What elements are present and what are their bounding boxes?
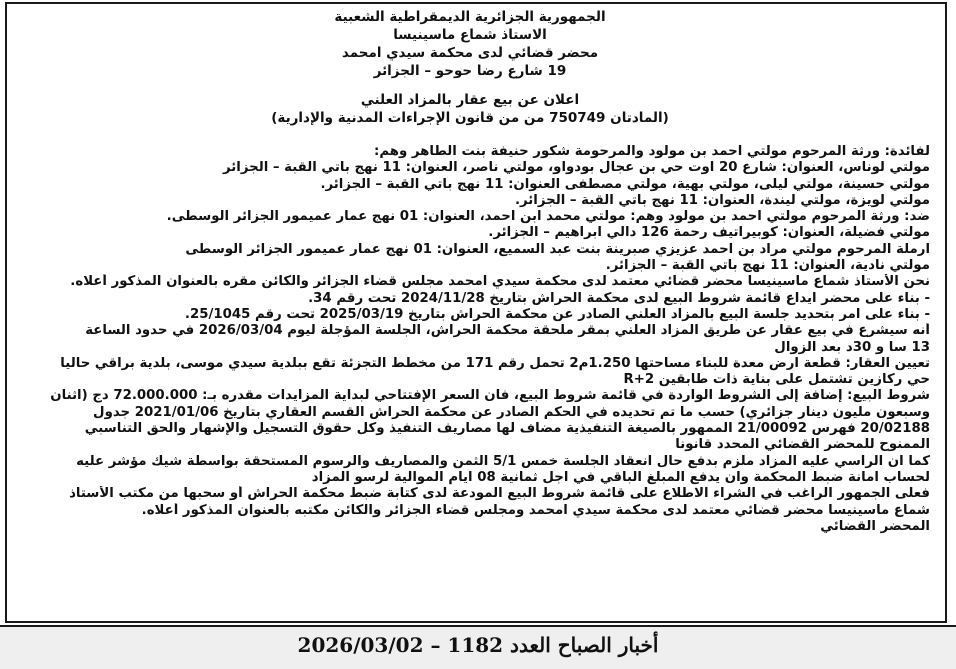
body-line: - بناء على امر بتحديد جلسة البيع بالمزاد العلني الصادر عن محكمة الحراش بتاريخ 2025/03/19 تحت رقم 25/1045. [184,306,930,322]
republic-line: الجمهورية الجزائرية الديمقراطية الشعبية [334,9,606,25]
body-line: ارملة المرحوم مولتي مراد بن احمد عزيزي صبرينة بنت عبد السميع، العنوان: 01 نهج عمار عميمور الجزائر الوسطى [185,241,930,257]
body-line: مولتي لوناس، العنوان: شارع 20 اوت حي بن عجال بودواو، مولتي ناصر، العنوان: 11 نهج باتي القبة – الجزائر [223,160,930,176]
footer-issue-text: أخبار الصباح العدد 1182 – 2026/03/02 [297,633,659,657]
body-line: 13 سا و 30د بعد الزوال [774,339,930,355]
body-line: لحساب امانة ضبط المحكمة وان يدفع المبلغ الباقي في اجل ثمانية 08 ايام الموالية لرسو المزاد [311,469,930,485]
signature-line: المحضر القضائي [820,518,930,534]
body-line: لفائدة: ورثة المرحوم مولتي احمد بن مولود والمرحومة شكور حنيفة بنت الطاهر وهم: [374,144,930,159]
notice-articles: (المادتان 750749 من من قانون الإجراءات المدنية والإدارية) [271,110,669,126]
bailiff-office: محضر قضائي لدى محكمة سيدي امحمد [341,45,599,61]
legal-notice [10,8,930,535]
newspaper-footer [0,625,956,669]
notice-body [10,144,930,535]
body-line: شماع ماسينيسا محضر قضائي معتمد لدى محكمة سيدي امحمد ومجلس قضاء الجزائر والكائن مكتبه بالعنوان المذكور أعلاه. [141,502,930,518]
body-line: وسبعون مليون دينار جزائري) حسب ما تم تحديده في الحكم الصادر عن محكمة الحراش القسم العقاري بتاريخ 2021/01/06 جدول [93,404,930,420]
body-line: - بناء على محضر ايداع قائمة شروط البيع لدى محكمة الحراش بتاريخ 2024/11/28 تحت رقم 34. [308,290,930,306]
notice-header [10,8,930,80]
body-line: مولتي نادية، العنوان: 11 نهج باتي القبة – الجزائر. [605,258,930,274]
body-line: نحن الأستاذ شماع ماسينيسا محضر قضائي معتمد لدى محكمة سيدي امحمد مجلس قضاء الجزائر والكائن مقره بالعنوان المذكور أعلاه. [70,274,930,290]
body-line: شروط البيع: إضافة إلى الشروط الواردة في قائمة شروط البيع، فان السعر الإفتتاحي لبداية المزايدات مقدره بـ: 72.000.000 دج (اثنان [50,388,930,404]
body-line: مولتي فضيلة، العنوان: كوبيراتيف رحمة 126 دالي ابراهيم – الجزائر. [488,225,930,241]
body-line: أنه سيشرع في بيع عقار عن طريق المزاد العلني بمقر ملحقة محكمة الحراش، الجلسة المؤجلة ليوم 2026/03/04 في حدود الساعة [85,323,930,339]
body-line: تعيين العقار: قطعة ارض معدة للبناء مساحتها 1.250م2 تحمل رقم 171 من مخطط التجزئة تقع ببلدية سيدي موسى، بلدية براقي حاليا [60,355,930,371]
body-line: 20/02188 فهرس 21/00092 الممهور بالصيغة التنفيذية مضاف لها مصاريف التنفيذ وكل حقوق التسجيل والإشهار والحق التناسبي [84,421,930,437]
body-line: فعلى الجمهور الراغب في الشراء الاطلاع على قائمة شروط البيع المودعة لدى كتابة ضبط محكمة الحراش أو سحبها من مكتب الأستاذ [69,486,930,502]
bailiff-name: الاستاذ شماع ماسينيسا [393,27,547,43]
body-line: مولتي حسينة، مولتي ليلى، مولتي بهية، مولتي مصطفى العنوان: 11 نهج باتي القبة – الجزائر. [320,176,930,192]
notice-title: اعلان عن بيع عقار بالمزاد العلني [360,92,580,108]
body-line: حي ركازين تشتمل على بناية ذات طابقين R+2 [623,372,930,388]
bailiff-address: 19 شارع رضا حوحو – الجزائر [373,63,567,79]
body-line: الممنوح للمحضر القضائي المحدد قانونا [675,437,930,453]
body-line: كما ان الراسي عليه المزاد ملزم بدفع حال انعقاد الجلسة خمس 5/1 الثمن والمصاريف والرسوم المستحقة بواسطة شيك مؤشر عليه [76,453,930,469]
body-line: مولتي لويزة، مولتي ليندة، العنوان: 11 نهج باتي القبة – الجزائر. [514,192,930,208]
notice-title-block [10,91,930,127]
body-line: ضد: ورثة المرحوم مولتي احمد بن مولود وهم: مولتي محمد ابن احمد، العنوان: 01 نهج عمار عميمور الجزائر الوسطى. [166,209,930,225]
